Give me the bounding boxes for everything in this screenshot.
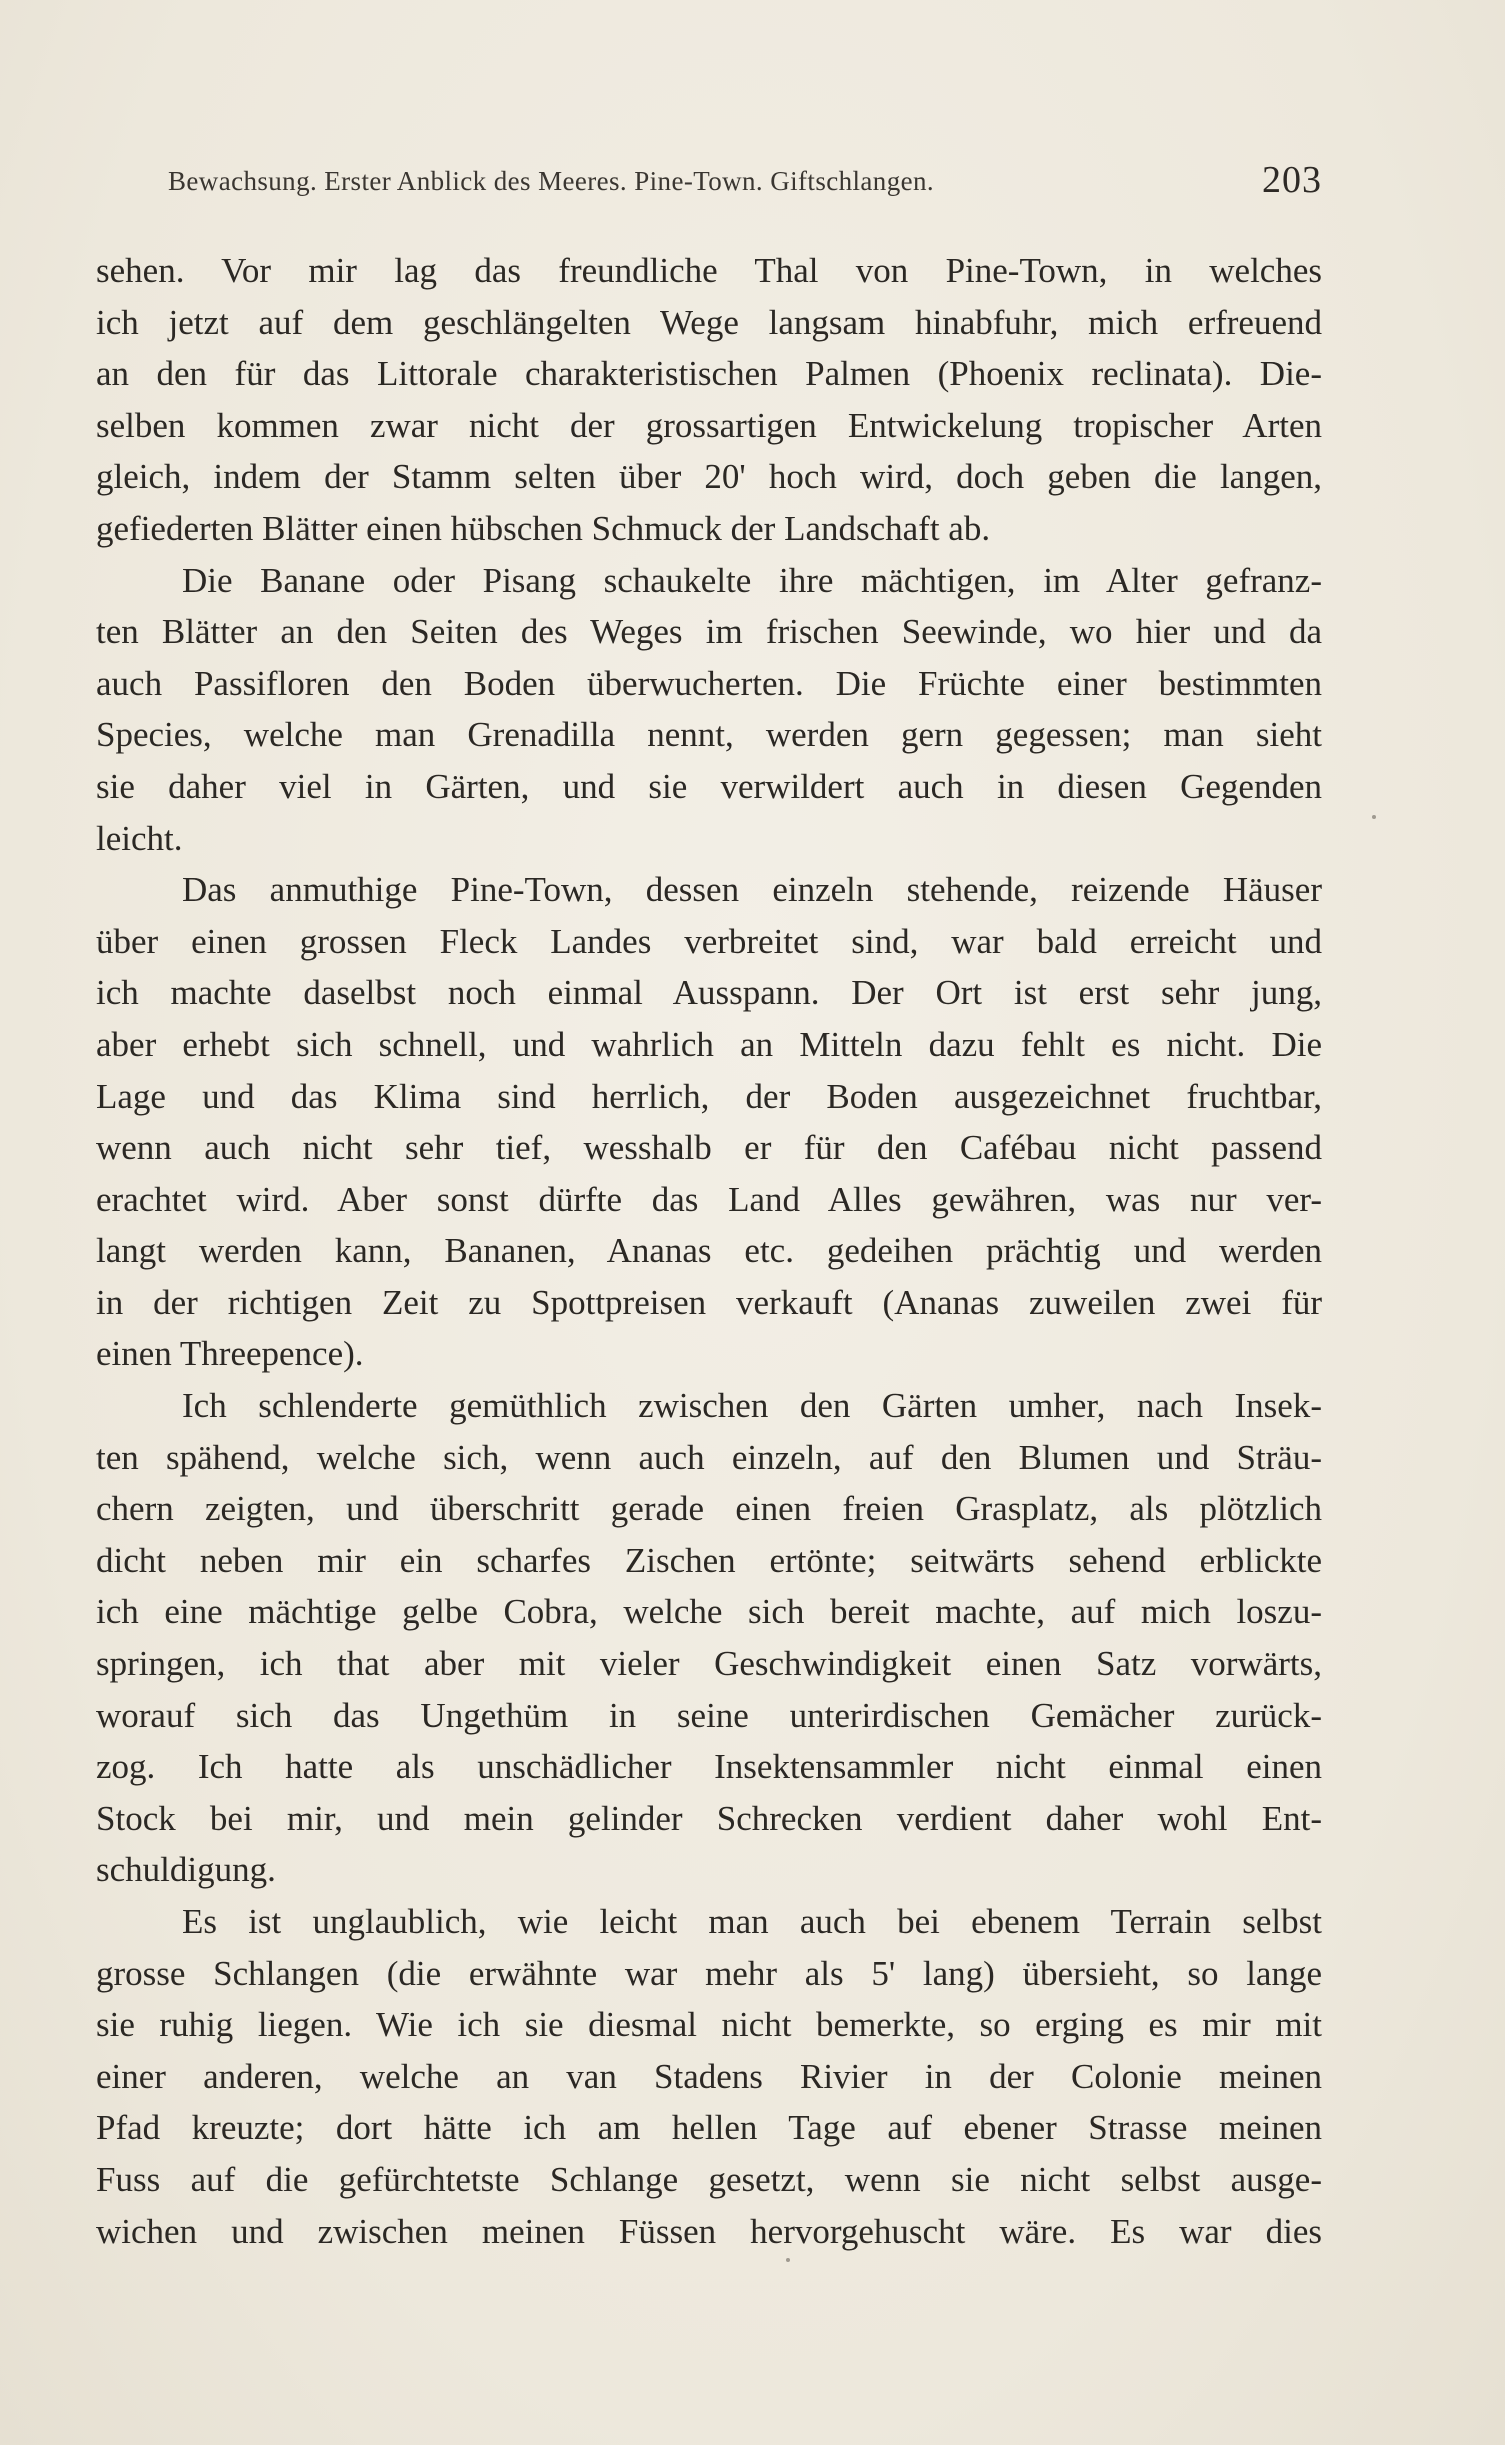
text-line: sehen. Vor mir lag das freundliche Thal von Pine-Town, in welches — [96, 251, 1322, 290]
text-line: springen, ich that aber mit vieler Geschwindigkeit einen Satz vorwärts, — [96, 1644, 1322, 1684]
text-line: einen Threepence). — [96, 1334, 364, 1374]
text-line: Lage und das Klima sind herrlich, der Boden ausgezeichnet fruchtbar, — [96, 1076, 1322, 1116]
text-line: gefiederten Blätter einen hübschen Schmuck der Landschaft ab. — [96, 508, 991, 548]
text-line: aber erhebt sich schnell, und wahrlich an Mitteln dazu fehlt es nicht. Die — [96, 1024, 1322, 1064]
paragraph-first-line: Ich schlenderte gemüthlich zwischen den Gärten umher, nach Insek- — [182, 1386, 1322, 1426]
paragraph-first-line: Die Banane oder Pisang schaukelte ihre mächtigen, im Alter gefranz- — [182, 560, 1322, 600]
paragraph-first-line: Es ist unglaublich, wie leicht man auch bei ebenem Terrain selbst — [182, 1902, 1322, 1941]
page-number: 203 — [1262, 159, 1322, 201]
text-line: selben kommen zwar nicht der grossartigen Entwickelung tropischer Arten — [96, 405, 1322, 445]
text-line: schuldigung. — [96, 1850, 276, 1890]
text-line: sie daher viel in Gärten, und sie verwildert auch in diesen Gegenden — [96, 766, 1322, 806]
text-line: leicht. — [96, 818, 183, 858]
text-line: ich eine mächtige gelbe Cobra, welche sich bereit machte, auf mich loszu- — [96, 1592, 1322, 1632]
text-line: auch Passifloren den Boden überwucherten. Die Früchte einer bestimmten — [96, 663, 1322, 703]
paper-speck — [786, 2258, 790, 2262]
text-line: Pfad kreuzte; dort hätte ich am hellen Tage auf ebener Strasse meinen — [96, 2108, 1322, 2148]
text-line: langt werden kann, Bananen, Ananas etc. gedeihen prächtig und werden — [96, 1231, 1322, 1271]
text-line: sie ruhig liegen. Wie ich sie diesmal nicht bemerkte, so erging es mir mit — [96, 2005, 1322, 2045]
running-head — [168, 158, 1322, 202]
text-line: einer anderen, welche an van Stadens Rivier in der Colonie meinen — [96, 2056, 1322, 2096]
text-line: Stock bei mir, und mein gelinder Schrecken verdient daher wohl Ent- — [96, 1798, 1322, 1838]
text-line: wichen und zwischen meinen Füssen hervorgehuscht wäre. Es war dies — [96, 2211, 1322, 2251]
text-line: erachtet wird. Aber sonst dürfte das Land Alles gewähren, was nur ver- — [96, 1179, 1322, 1219]
text-line: ten Blätter an den Seiten des Weges im frischen Seewinde, wo hier und da — [96, 612, 1322, 652]
text-line: worauf sich das Ungethüm in seine unterirdischen Gemächer zurück- — [96, 1695, 1322, 1735]
text-line: ten spähend, welche sich, wenn auch einzeln, auf den Blumen und Sträu- — [96, 1437, 1322, 1477]
text-line: wenn auch nicht sehr tief, wesshalb er für den Cafébau nicht passend — [96, 1128, 1322, 1168]
paragraph-first-line: Das anmuthige Pine-Town, dessen einzeln stehende, reizende Häuser — [182, 870, 1322, 910]
text-line: ich jetzt auf dem geschlängelten Wege langsam hinabfuhr, mich erfreuend — [96, 302, 1322, 342]
text-line: chern zeigten, und überschritt gerade einen freien Grasplatz, als plötzlich — [96, 1489, 1322, 1529]
text-line: Fuss auf die gefürchtetste Schlange gesetzt, wenn sie nicht selbst ausge- — [96, 2159, 1322, 2199]
text-line: Species, welche man Grenadilla nennt, werden gern gegessen; man sieht — [96, 715, 1322, 755]
text-line: in der richtigen Zeit zu Spottpreisen verkauft (Ananas zuweilen zwei für — [96, 1282, 1322, 1322]
running-head-title: Bewachsung. Erster Anblick des Meeres. Pine-Town. Giftschlangen. — [168, 166, 935, 196]
text-line: dicht neben mir ein scharfes Zischen ertönte; seitwärts sehend erblickte — [96, 1540, 1322, 1580]
paper-speck — [1372, 815, 1376, 819]
text-line: gleich, indem der Stamm selten über 20' hoch wird, doch geben die langen, — [96, 457, 1322, 497]
text-line: an den für das Littorale charakteristischen Palmen (Phoenix reclinata). Die- — [96, 354, 1322, 394]
text-line: über einen grossen Fleck Landes verbreitet sind, war bald erreicht und — [96, 921, 1322, 961]
text-line: zog. Ich hatte als unschädlicher Insektensammler nicht einmal einen — [96, 1747, 1322, 1787]
text-line: grosse Schlangen (die erwähnte war mehr als 5' lang) übersieht, so lange — [96, 1953, 1322, 1993]
body-text — [96, 245, 1322, 2257]
text-line: ich machte daselbst noch einmal Ausspann. Der Ort ist erst sehr jung, — [96, 973, 1322, 1013]
